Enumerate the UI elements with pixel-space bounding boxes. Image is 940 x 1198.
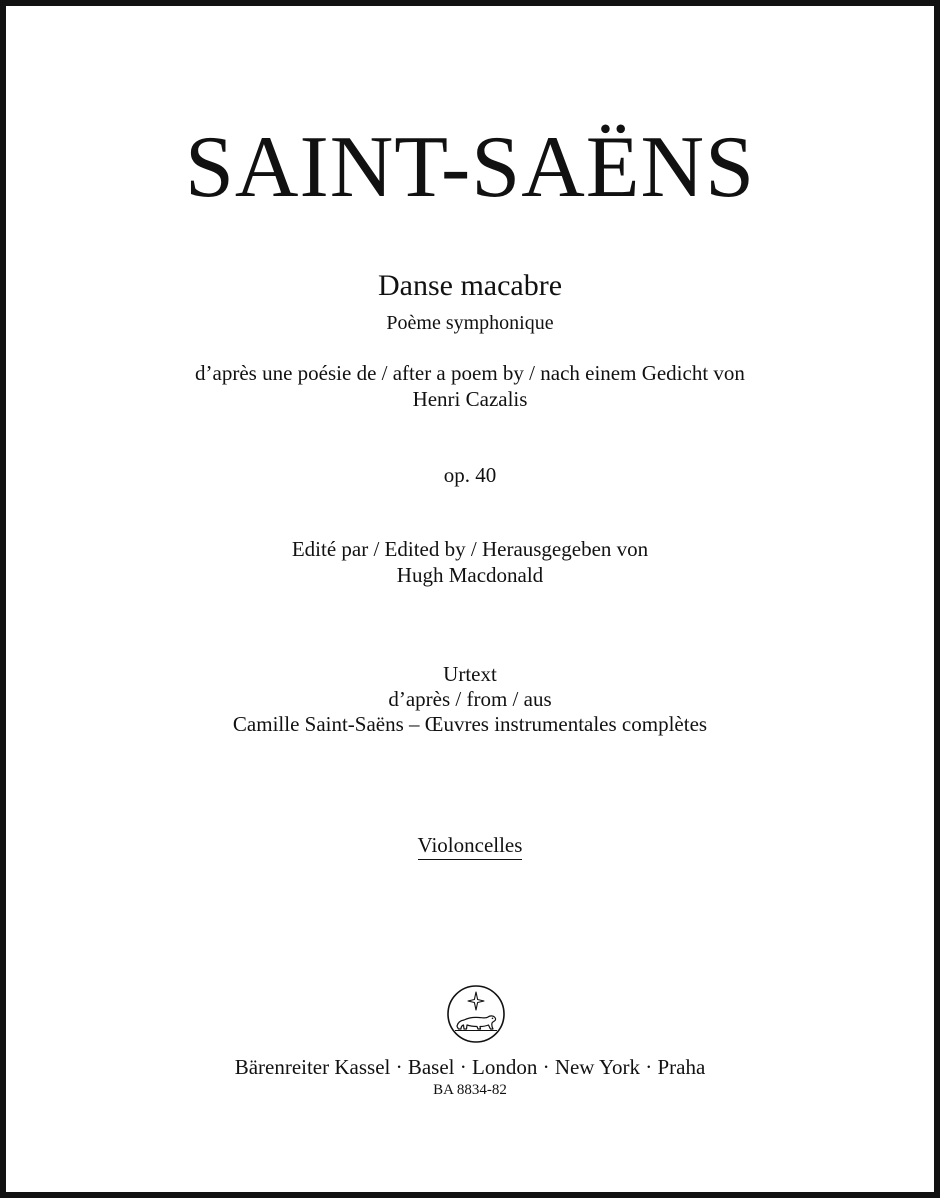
publisher-line: Bärenreiter Kassel · Basel · London · New York · Praha: [234, 1055, 706, 1079]
from-line: d’après / from / aus: [388, 687, 552, 711]
poet-name: Henri Cazalis: [412, 387, 528, 411]
catalog-number: BA 8834-82: [433, 1082, 507, 1098]
after-poem-line: d’après une poésie de / after a poem by / nach einem Gedicht von: [195, 361, 745, 385]
part-name-container: [6, 832, 934, 860]
urtext-label: Urtext: [443, 662, 497, 686]
source-edition: Camille Saint-Saëns – Œuvres instrumentales complètes: [232, 712, 708, 736]
work-title: Danse macabre: [377, 269, 563, 302]
part-name: Violoncelles: [418, 832, 523, 860]
composer-name: SAINT-SAËNS: [184, 119, 756, 216]
edited-by-line: Edité par / Edited by / Herausgegeben von: [291, 537, 649, 561]
editor-name: Hugh Macdonald: [396, 563, 544, 587]
baerenreiter-bear-star-logo-icon: [446, 984, 506, 1044]
work-subtitle: Poème symphonique: [386, 312, 554, 334]
opus-number: op. 40: [443, 463, 497, 487]
